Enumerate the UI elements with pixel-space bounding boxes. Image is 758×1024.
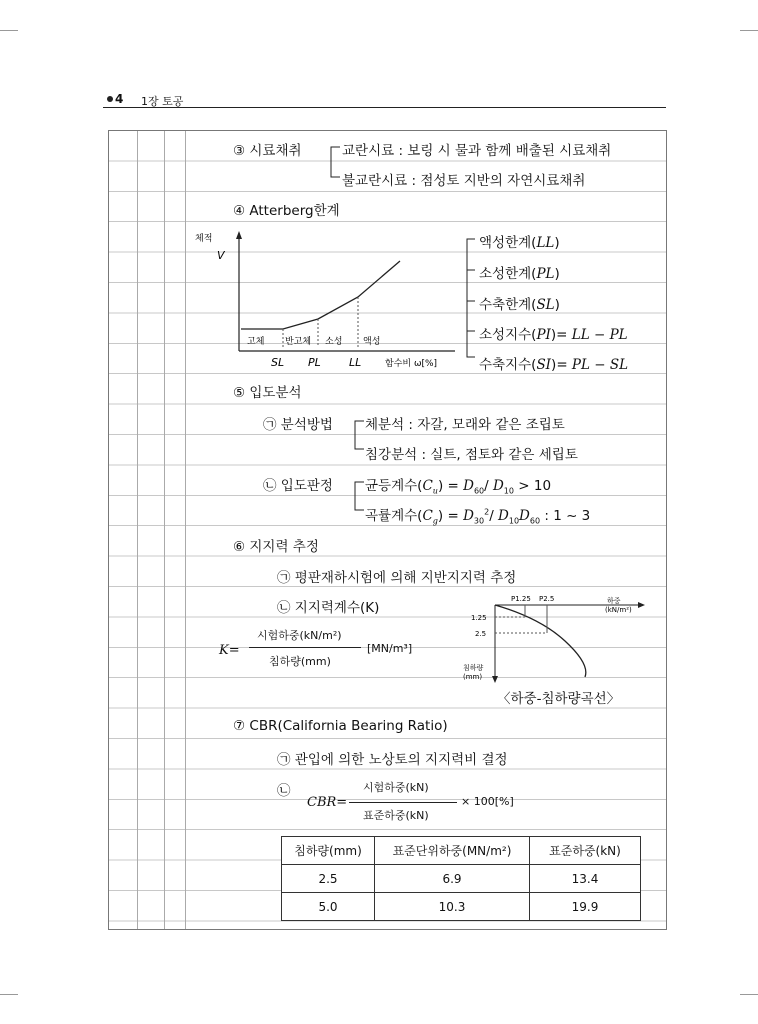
graph-caption: 〈하중-침하량곡선〉 [497, 691, 621, 707]
margin-line [164, 131, 165, 929]
curvature-coefficient: 곡률계수$(C_g) = D_{30}^2/$ $D_{10}D_{60}$ : 1 ~ 3 [365, 507, 591, 526]
tick-sl: SL [271, 356, 285, 369]
section-3-title: ③ 시료채취 [233, 143, 302, 159]
state-liquid: 액성 [363, 337, 381, 347]
section-5-a-item-1: 체분석 : 자갈, 모래와 같은 조립토 [365, 417, 565, 433]
section-3-item-2: 불교란시료 : 점성토 지반의 자연시료채취 [342, 173, 586, 189]
table-cell: 13.4 [530, 865, 641, 893]
graph-ylabel-symbol: V [217, 249, 225, 262]
cbr-formula-denominator: 표준하중(kN) [363, 809, 429, 822]
table-cell: 5.0 [282, 893, 375, 921]
axis-load-label: 하중 [607, 597, 621, 605]
k-formula-lhs: K= [219, 643, 240, 658]
bracket-icon [353, 413, 365, 457]
crop-mark [0, 30, 18, 31]
bracket-icon [353, 474, 365, 518]
fraction-line [249, 647, 361, 648]
section-7-title: ⑦ CBR(California Bearing Ratio) [233, 718, 448, 734]
table-cell: 19.9 [530, 893, 641, 921]
table-header: 표준단위하중(MN/m²) [375, 837, 530, 865]
settlement-curve [495, 605, 586, 677]
label-p25: P2.5 [539, 595, 555, 603]
axis-settlement-unit: (mm) [463, 673, 483, 681]
state-plastic: 소성 [325, 337, 343, 347]
crop-mark [0, 994, 18, 995]
arrow-icon [236, 231, 242, 239]
chapter-title: 1장 토공 [141, 95, 184, 108]
bracket-icon [329, 139, 341, 187]
header-rule [103, 107, 666, 108]
tick-25: 2.5 [475, 630, 487, 638]
table-header: 표준하중(kN) [530, 837, 641, 865]
section-5-title: ⑤ 입도분석 [233, 385, 302, 401]
crop-mark [740, 30, 758, 31]
state-solid: 고체 [247, 337, 265, 347]
tick-pl: PL [308, 356, 321, 369]
bracket-icon [463, 229, 477, 363]
bullet-icon [107, 96, 113, 102]
cbr-table [281, 836, 641, 921]
uniformity-coefficient: 균등계수$(C_u) = D_{60}/$ $D_{10} > 10$ [365, 478, 552, 496]
label-p125: P1.25 [511, 595, 531, 603]
crop-mark [740, 994, 758, 995]
load-settlement-graph [455, 593, 655, 689]
table-header: 침하량(mm) [282, 837, 375, 865]
section-7-a: ㉠ 관입에 의한 노상토의 지지력비 결정 [277, 752, 508, 768]
table-cell: 10.3 [375, 893, 530, 921]
def-liquid-limit: 액성한계(LL) [479, 235, 560, 251]
k-formula-unit: [MN/m³] [367, 642, 413, 655]
section-5-b-title: ㉡ 입도판정 [263, 478, 333, 494]
section-7-b-marker: ㉡ [277, 783, 291, 799]
atterberg-graph [193, 229, 463, 369]
graph-ylabel: 체적 [195, 234, 213, 244]
def-plastic-limit: 소성한계(PL) [479, 266, 560, 282]
page-number: 4 [115, 92, 124, 106]
cbr-formula-numerator: 시험하중(kN) [363, 781, 429, 794]
cbr-formula-tail: × 100[%] [461, 795, 514, 808]
tick-ll: LL [349, 356, 362, 369]
table-cell: 2.5 [282, 865, 375, 893]
def-shrinkage-index: 수축지수(SI)= PL − SL [479, 357, 629, 373]
volume-curve [241, 261, 400, 329]
table-row [282, 865, 641, 893]
section-6-title: ⑥ 지지력 추정 [233, 539, 319, 555]
tick-125: 1.25 [471, 614, 487, 622]
section-5-a-title: ㉠ 분석방법 [263, 417, 333, 433]
axis-load-unit: (kN/m²) [605, 606, 632, 614]
arrow-icon [638, 602, 645, 608]
table-row [282, 893, 641, 921]
section-4-title: ④ Atterberg한계 [233, 203, 340, 219]
margin-line [137, 131, 138, 929]
margin-line [185, 131, 186, 929]
section-3-item-1: 교란시료 : 보링 시 물과 함께 배출된 시료채취 [342, 143, 612, 159]
k-formula-denominator: 침하량(mm) [269, 655, 331, 668]
k-formula-numerator: 시험하중(kN/m²) [257, 629, 342, 642]
state-semisolid: 반고체 [285, 337, 312, 347]
page-header [103, 92, 666, 114]
cbr-formula-lhs: CBR= [307, 795, 348, 810]
table-cell: 6.9 [375, 865, 530, 893]
section-6-b: ㉡ 지지력계수(K) [277, 600, 380, 616]
section-6-a: ㉠ 평판재하시험에 의해 지반지지력 추정 [277, 570, 517, 586]
arrow-icon [492, 676, 498, 683]
note-paper [108, 130, 667, 930]
graph-xlabel: 함수비 ω[%] [385, 359, 438, 369]
def-shrinkage-limit: 수축한계(SL) [479, 297, 560, 313]
axis-settlement-label: 침하량 [463, 664, 484, 672]
fraction-line [349, 802, 457, 803]
section-5-a-item-2: 침강분석 : 실트, 점토와 같은 세립토 [365, 447, 578, 463]
def-plasticity-index: 소성지수(PI)= LL − PL [479, 327, 628, 343]
table-header-row [282, 837, 641, 865]
